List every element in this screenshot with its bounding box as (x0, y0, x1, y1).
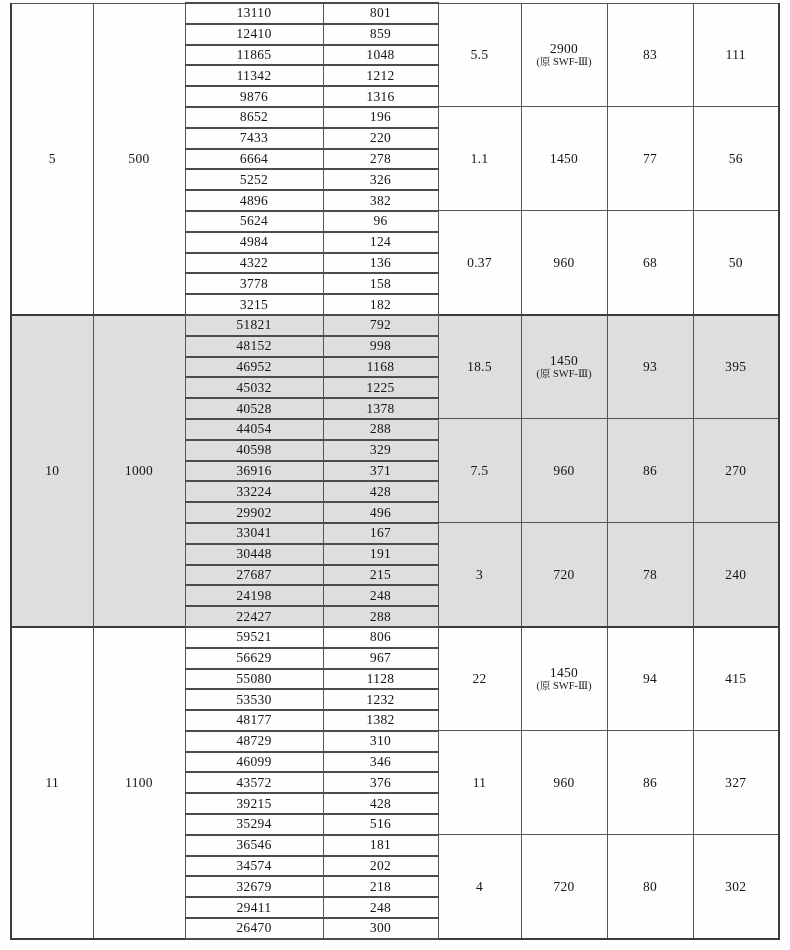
weight-cell: 56 (693, 107, 779, 211)
weight-cell: 240 (693, 523, 779, 627)
pressure-cell: 191 (323, 544, 438, 565)
weight-cell: 270 (693, 419, 779, 523)
pressure-cell: 496 (323, 502, 438, 523)
flow-cell: 32679 (185, 876, 323, 897)
spec-table-body (11, 3, 779, 939)
flow-cell: 26470 (185, 918, 323, 939)
power-cell: 0.37 (438, 211, 521, 315)
pressure-cell: 1232 (323, 689, 438, 710)
flow-cell: 59521 (185, 627, 323, 648)
table-row (11, 627, 779, 648)
pressure-cell: 376 (323, 772, 438, 793)
model-cell: 5 (11, 3, 93, 315)
pressure-cell: 346 (323, 752, 438, 773)
power-cell: 18.5 (438, 315, 521, 419)
weight-cell: 111 (693, 3, 779, 107)
speed-cell (521, 3, 607, 107)
flow-cell: 6664 (185, 149, 323, 170)
pressure-cell: 792 (323, 315, 438, 336)
flow-cell: 27687 (185, 565, 323, 586)
model-cell: 10 (11, 315, 93, 627)
speed-cell (521, 315, 607, 419)
speed-wrap (522, 567, 607, 583)
pressure-cell: 1212 (323, 65, 438, 86)
power-cell: 5.5 (438, 3, 521, 107)
flow-cell: 29902 (185, 502, 323, 523)
speed-wrap (522, 775, 607, 791)
flow-cell: 46099 (185, 752, 323, 773)
flow-cell: 13110 (185, 3, 323, 24)
flow-cell: 33224 (185, 481, 323, 502)
pressure-cell: 300 (323, 918, 438, 939)
speed-value: 2900 (549, 40, 579, 56)
pressure-cell: 1168 (323, 357, 438, 378)
pressure-cell: 136 (323, 253, 438, 274)
flow-cell: 56629 (185, 648, 323, 669)
speed-value: 960 (553, 463, 575, 479)
flow-cell: 30448 (185, 544, 323, 565)
flow-cell: 48152 (185, 336, 323, 357)
flow-cell: 5624 (185, 211, 323, 232)
pressure-cell: 1225 (323, 377, 438, 398)
speed-cell (521, 627, 607, 731)
flow-cell: 4322 (185, 253, 323, 274)
efficiency-cell: 80 (607, 835, 693, 939)
pressure-cell: 124 (323, 232, 438, 253)
efficiency-cell: 86 (607, 419, 693, 523)
speed-wrap (522, 879, 607, 895)
speed-cell (521, 107, 607, 211)
speed-wrap (522, 255, 607, 271)
weight-cell: 302 (693, 835, 779, 939)
power-cell: 22 (438, 627, 521, 731)
efficiency-cell: 86 (607, 731, 693, 835)
efficiency-cell: 78 (607, 523, 693, 627)
weight-cell: 415 (693, 627, 779, 731)
spec-table (10, 2, 780, 940)
flow-cell: 5252 (185, 169, 323, 190)
flow-cell: 4984 (185, 232, 323, 253)
speed-wrap (522, 151, 607, 167)
flow-cell: 7433 (185, 128, 323, 149)
speed-value: 1450 (549, 352, 579, 368)
pressure-cell: 806 (323, 627, 438, 648)
speed-value: 960 (553, 254, 575, 270)
pressure-cell: 1382 (323, 710, 438, 731)
flow-cell: 29411 (185, 897, 323, 918)
flow-cell: 51821 (185, 315, 323, 336)
speed-cell (521, 419, 607, 523)
flow-cell: 39215 (185, 793, 323, 814)
flow-cell: 11865 (185, 45, 323, 66)
table-row (11, 315, 779, 336)
efficiency-cell: 93 (607, 315, 693, 419)
flow-cell: 36916 (185, 461, 323, 482)
pressure-cell: 220 (323, 128, 438, 149)
efficiency-cell: 77 (607, 107, 693, 211)
flow-cell: 9876 (185, 86, 323, 107)
flow-cell: 44054 (185, 419, 323, 440)
power-cell: 3 (438, 523, 521, 627)
flow-cell: 34574 (185, 856, 323, 877)
speed-cell (521, 731, 607, 835)
flow-cell: 3215 (185, 294, 323, 315)
pressure-cell: 310 (323, 731, 438, 752)
pressure-cell: 215 (323, 565, 438, 586)
pressure-cell: 1378 (323, 398, 438, 419)
weight-cell: 395 (693, 315, 779, 419)
flow-cell: 22427 (185, 606, 323, 627)
speed-cell (521, 211, 607, 315)
flow-cell: 55080 (185, 669, 323, 690)
flow-cell: 43572 (185, 772, 323, 793)
pressure-cell: 382 (323, 190, 438, 211)
flow-cell: 24198 (185, 585, 323, 606)
pressure-cell: 248 (323, 897, 438, 918)
flow-cell: 53530 (185, 689, 323, 710)
power-cell: 7.5 (438, 419, 521, 523)
flow-cell: 4896 (185, 190, 323, 211)
flow-cell: 48177 (185, 710, 323, 731)
pressure-cell: 182 (323, 294, 438, 315)
flow-cell: 40598 (185, 440, 323, 461)
flow-cell: 8652 (185, 107, 323, 128)
pressure-cell: 181 (323, 835, 438, 856)
flow-cell: 48729 (185, 731, 323, 752)
power-cell: 4 (438, 835, 521, 939)
pressure-cell: 167 (323, 523, 438, 544)
table-row (11, 3, 779, 24)
pressure-cell: 288 (323, 419, 438, 440)
pressure-cell: 158 (323, 273, 438, 294)
flow-cell: 11342 (185, 65, 323, 86)
pressure-cell: 196 (323, 107, 438, 128)
pressure-cell: 801 (323, 3, 438, 24)
speed-wrap (522, 463, 607, 479)
speed-note: (原 SWF-Ⅲ) (536, 57, 592, 69)
power-cell: 1.1 (438, 107, 521, 211)
pressure-cell: 967 (323, 648, 438, 669)
speed-note: (原 SWF-Ⅲ) (536, 681, 592, 693)
flow-cell: 40528 (185, 398, 323, 419)
speed-value: 1450 (549, 151, 579, 167)
pressure-cell: 516 (323, 814, 438, 835)
pressure-cell: 329 (323, 440, 438, 461)
pressure-cell: 998 (323, 336, 438, 357)
efficiency-cell: 83 (607, 3, 693, 107)
efficiency-cell: 68 (607, 211, 693, 315)
diameter-cell: 1100 (93, 627, 185, 939)
flow-cell: 33041 (185, 523, 323, 544)
speed-wrap (522, 41, 607, 70)
pressure-cell: 1128 (323, 669, 438, 690)
speed-wrap (522, 665, 607, 694)
flow-cell: 36546 (185, 835, 323, 856)
speed-value: 720 (553, 566, 575, 582)
power-cell: 11 (438, 731, 521, 835)
pressure-cell: 326 (323, 169, 438, 190)
pressure-cell: 202 (323, 856, 438, 877)
efficiency-cell: 94 (607, 627, 693, 731)
speed-cell (521, 835, 607, 939)
flow-cell: 12410 (185, 24, 323, 45)
pressure-cell: 1048 (323, 45, 438, 66)
flow-cell: 46952 (185, 357, 323, 378)
flow-cell: 3778 (185, 273, 323, 294)
flow-cell: 45032 (185, 377, 323, 398)
pressure-cell: 859 (323, 24, 438, 45)
speed-cell (521, 523, 607, 627)
pressure-cell: 428 (323, 481, 438, 502)
pressure-cell: 371 (323, 461, 438, 482)
pressure-cell: 218 (323, 876, 438, 897)
weight-cell: 50 (693, 211, 779, 315)
speed-wrap (522, 353, 607, 382)
pressure-cell: 288 (323, 606, 438, 627)
speed-value: 960 (553, 775, 575, 791)
pressure-cell: 248 (323, 585, 438, 606)
speed-value: 720 (553, 878, 575, 894)
weight-cell: 327 (693, 731, 779, 835)
pressure-cell: 1316 (323, 86, 438, 107)
pressure-cell: 96 (323, 211, 438, 232)
diameter-cell: 500 (93, 3, 185, 315)
model-cell: 11 (11, 627, 93, 939)
pressure-cell: 428 (323, 793, 438, 814)
flow-cell: 35294 (185, 814, 323, 835)
speed-value: 1450 (549, 664, 579, 680)
pressure-cell: 278 (323, 149, 438, 170)
diameter-cell: 1000 (93, 315, 185, 627)
speed-note: (原 SWF-Ⅲ) (536, 369, 592, 381)
